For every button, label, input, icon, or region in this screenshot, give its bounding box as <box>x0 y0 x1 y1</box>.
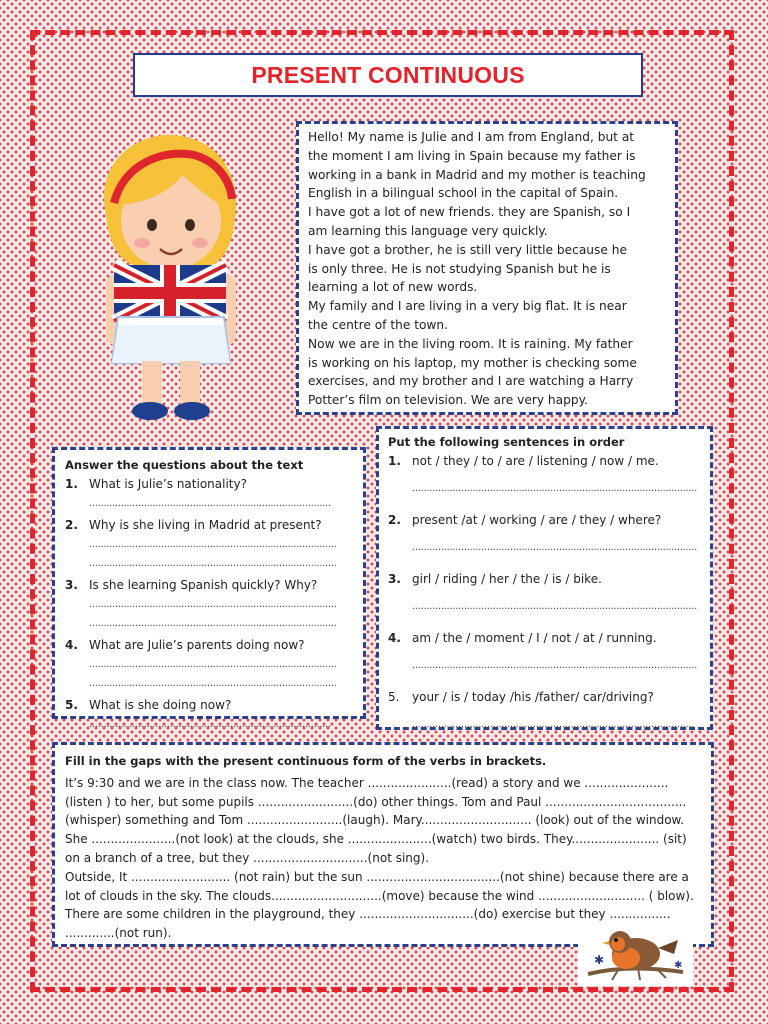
gap-fill-line: (whisper) something and Tom .........................(laugh). Mary............................. (look) out of the window. <box>65 813 685 828</box>
gap-fill-line: It’s 9:30 and we are in the class now. The teacher ......................(read) a story and we ...................... <box>65 775 669 790</box>
story-line: Now we are in the living room. It is raining. My father <box>308 336 633 351</box>
story-line: I have got a lot of new friends. they are Spanish, so I <box>308 205 631 220</box>
answer-line[interactable]: ................................................................................................... <box>412 601 697 612</box>
gap-fill-line: She ......................(not look) at the clouds, she ......................(watch) two birds. They....................... (sit) <box>65 832 687 847</box>
story-line: the moment I am living in Spain because my father is <box>308 148 636 163</box>
title-banner <box>133 53 643 97</box>
question-number: 2. <box>65 518 78 532</box>
answer-line[interactable]: ...................................................................................... <box>89 599 337 610</box>
order-sentences-exercise <box>376 426 713 730</box>
story-line: I have got a brother, he is still very little because he <box>308 242 627 257</box>
story-line: learning a lot of new words. <box>308 280 478 295</box>
answer-line[interactable]: .................................................................................... <box>89 719 331 730</box>
page-title: PRESENT CONTINUOUS <box>251 61 525 88</box>
gap-fill-line: lot of clouds in the sky. The clouds.............................(move) because the wind ............................ ( blow). <box>65 888 694 903</box>
question-text: What are Julie’s parents doing now? <box>89 638 305 652</box>
order-number: 1. <box>388 454 401 468</box>
question-item <box>65 475 353 513</box>
order-item <box>388 452 702 498</box>
answer-line[interactable]: ................................................................................................... <box>412 542 697 553</box>
answer-line[interactable]: ...................................................................................... <box>89 539 337 550</box>
gap-fill-line: (listen ) to her, but some pupils .........................(do) other things. Tom and Paul ..................................... <box>65 794 687 809</box>
girl-illustration <box>84 125 254 425</box>
story-text-box <box>296 121 678 415</box>
story-line: Hello! My name is Julie and I am from England, but at <box>308 130 635 144</box>
question-item <box>65 516 353 573</box>
story-line: the centre of the town. <box>308 317 448 332</box>
answer-line[interactable]: .................................................................................... <box>89 498 331 509</box>
answer-line[interactable]: ...................................................................................... <box>89 659 337 670</box>
order-item <box>388 688 702 734</box>
gap-fill-line: .............(not run). <box>65 926 172 941</box>
gap-fill-line: Outside, It .......................... (not rain) but the sun ...................................(not shine) because there are a <box>65 869 689 884</box>
order-words: present /at / working / are / they / where? <box>412 513 662 527</box>
question-text: Why is she living in Madrid at present? <box>89 518 322 532</box>
story-line: Potter’s film on television. We are very happy. <box>308 393 588 408</box>
order-words: your / is / today /his /father/ car/driving? <box>412 690 654 704</box>
svg-text:✱: ✱ <box>674 960 683 971</box>
question-item <box>65 576 353 633</box>
gaps-heading: Fill in the gaps with the present continuous form of the verbs in brackets. <box>65 754 547 768</box>
comprehension-questions <box>52 447 366 730</box>
answer-line[interactable]: ...................................................................................... <box>89 558 337 569</box>
story-line: exercises, and my brother and I are watching a Harry <box>308 374 634 389</box>
story-line: working in a bank in Madrid and my mother is teaching <box>308 167 646 182</box>
question-text: What is Julie’s nationality? <box>89 477 247 491</box>
order-words: girl / riding / her / the / is / bike. <box>412 572 602 586</box>
question-number: 5. <box>65 698 78 712</box>
order-heading: Put the following sentences in order <box>388 435 625 449</box>
gap-fill-line: on a branch of a tree, but they ..............................(not sing). <box>65 850 430 865</box>
answer-line[interactable]: .................................................................................................. <box>412 719 695 730</box>
question-number: 3. <box>65 578 78 592</box>
answer-line[interactable]: ...................................................................................... <box>89 678 337 689</box>
order-words: not / they / to / are / listening / now / me. <box>412 454 659 468</box>
story-line: My family and I are living in a very big flat. It is near <box>308 299 627 314</box>
order-words: am / the / moment / I / not / at / running. <box>412 631 657 645</box>
answer-line[interactable]: ................................................................................................... <box>412 660 697 671</box>
svg-text:✱: ✱ <box>594 953 605 967</box>
order-item <box>388 570 702 616</box>
story-line: is only three. He is not studying Spanish but he is <box>308 261 611 276</box>
answer-line[interactable]: ................................................................................................... <box>412 483 697 494</box>
order-number: 2. <box>388 513 401 527</box>
story-line: am learning this language very quickly. <box>308 223 548 238</box>
fill-gaps-exercise <box>52 742 714 947</box>
order-number: 3. <box>388 572 401 586</box>
question-text: Is she learning Spanish quickly? Why? <box>89 578 318 592</box>
question-text: What is she doing now? <box>89 698 232 712</box>
robin-bird-illustration <box>578 924 693 986</box>
question-number: 4. <box>65 638 78 652</box>
question-number: 1. <box>65 477 78 491</box>
story-line: English in a bilingual school in the capital of Spain. <box>308 186 619 201</box>
questions-heading: Answer the questions about the text <box>65 458 304 472</box>
order-item <box>388 629 702 675</box>
gap-fill-line: There are some children in the playground, they ..............................(do) exercise but they ................ <box>65 907 671 922</box>
story-line: is working on his laptop, my mother is checking some <box>308 355 637 370</box>
order-number: 4. <box>388 631 401 645</box>
answer-line[interactable]: ...................................................................................... <box>89 618 337 629</box>
order-item <box>388 511 702 557</box>
question-item <box>65 636 353 693</box>
question-item <box>65 696 353 734</box>
order-number: 5. <box>388 690 400 704</box>
